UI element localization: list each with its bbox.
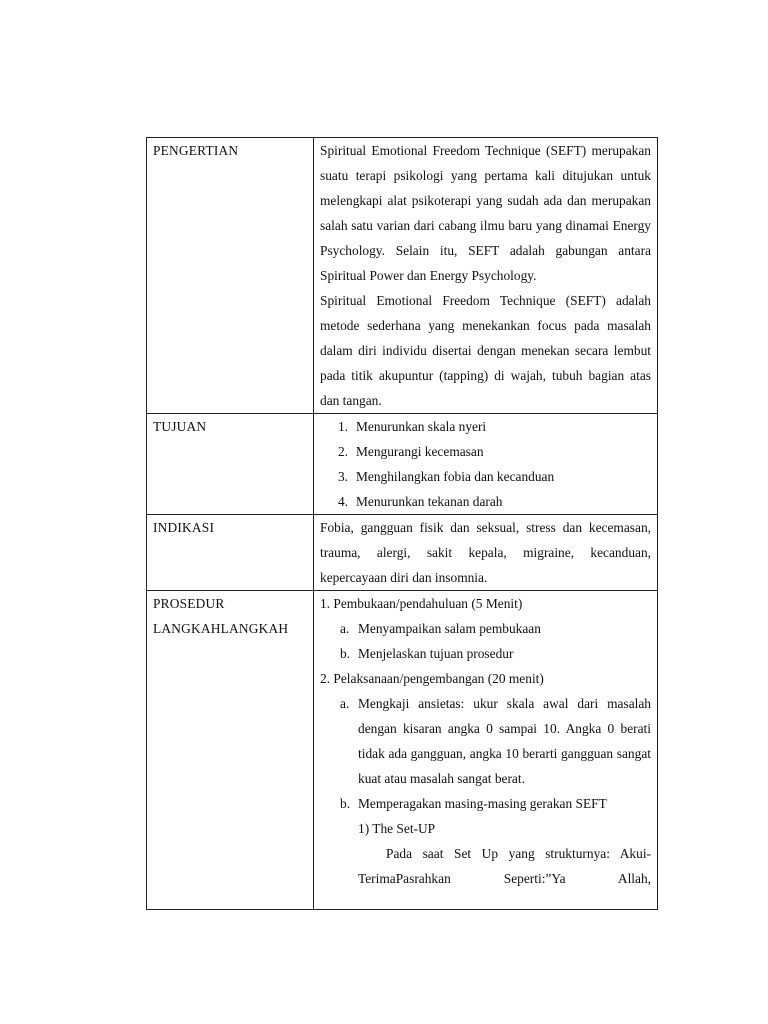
list-item: 2. Mengurangi kecemasan bbox=[337, 444, 484, 459]
goal-list bbox=[320, 414, 651, 514]
label-cell bbox=[147, 591, 314, 910]
list-item: b. Menjelaskan tujuan prosedur bbox=[340, 646, 514, 661]
row-label: PENGERTIAN bbox=[153, 143, 239, 158]
paragraph: Spiritual Emotional Freedom Technique (SEFT) merupakan suatu terapi psikologi yang pertama kali ditujukan untuk melengkapi alat psikoterapi yang sudah ada dan merupakan salah satu varian dari cabang ilmu baru yang dinamai Energy Psychology. Selain itu, SEFT adalah gabungan antara Spiritual Power dan Energy Psychology. bbox=[320, 143, 651, 283]
list-item: a. Mengkaji ansietas: ukur skala awal dari masalah dengan kisaran angka 0 sampai 10. Angka 0 berati tidak ada gangguan, angka 10 berarti gangguan sangat kuat atau masalah sangat berat. bbox=[340, 696, 651, 786]
row-prosedur bbox=[147, 591, 658, 910]
paragraph: Pada saat Set Up yang strukturnya: Akui-TerimaPasrahkan Seperti:”Ya Allah, bbox=[358, 846, 651, 886]
content-cell bbox=[314, 414, 658, 515]
step-heading: 2. Pelaksanaan/pengembangan (20 menit) bbox=[320, 671, 544, 686]
list-item: 4. Menurunkan tekanan darah bbox=[337, 494, 503, 509]
content-cell bbox=[314, 591, 658, 910]
content-cell bbox=[314, 515, 658, 591]
label-cell bbox=[147, 138, 314, 414]
row-label: TUJUAN bbox=[153, 419, 207, 434]
row-label: PROSEDUR bbox=[153, 596, 225, 611]
list-item: a. Menyampaikan salam pembukaan bbox=[340, 621, 541, 636]
list-item: b. Memperagakan masing-masing gerakan SEFT bbox=[340, 796, 607, 811]
row-tujuan bbox=[147, 414, 658, 515]
row-indikasi bbox=[147, 515, 658, 591]
label-cell bbox=[147, 414, 314, 515]
label-cell bbox=[147, 515, 314, 591]
row-label: INDIKASI bbox=[153, 520, 215, 535]
step-heading: 1. Pembukaan/pendahuluan (5 Menit) bbox=[320, 596, 523, 611]
paragraph: Fobia, gangguan fisik dan seksual, stress dan kecemasan, trauma, alergi, sakit kepala, migraine, kecanduan, kepercayaan diri dan insomnia. bbox=[320, 520, 651, 585]
paragraph: Spiritual Emotional Freedom Technique (SEFT) adalah metode sederhana yang menekankan focus pada masalah dalam diri individu disertai dengan menekan secara lembut pada titik akupuntur (tapping) di wajah, tubuh bagian atas dan tangan. bbox=[320, 293, 651, 408]
row-label-line2: LANGKAHLANGKAH bbox=[153, 621, 289, 636]
list-item: 1. Menurunkan skala nyeri bbox=[337, 419, 487, 434]
content-cell bbox=[314, 138, 658, 414]
procedure-table bbox=[146, 137, 658, 910]
substep-heading: 1) The Set-UP bbox=[358, 821, 436, 836]
list-item: 3. Menghilangkan fobia dan kecanduan bbox=[337, 469, 555, 484]
row-pengertian bbox=[147, 138, 658, 414]
